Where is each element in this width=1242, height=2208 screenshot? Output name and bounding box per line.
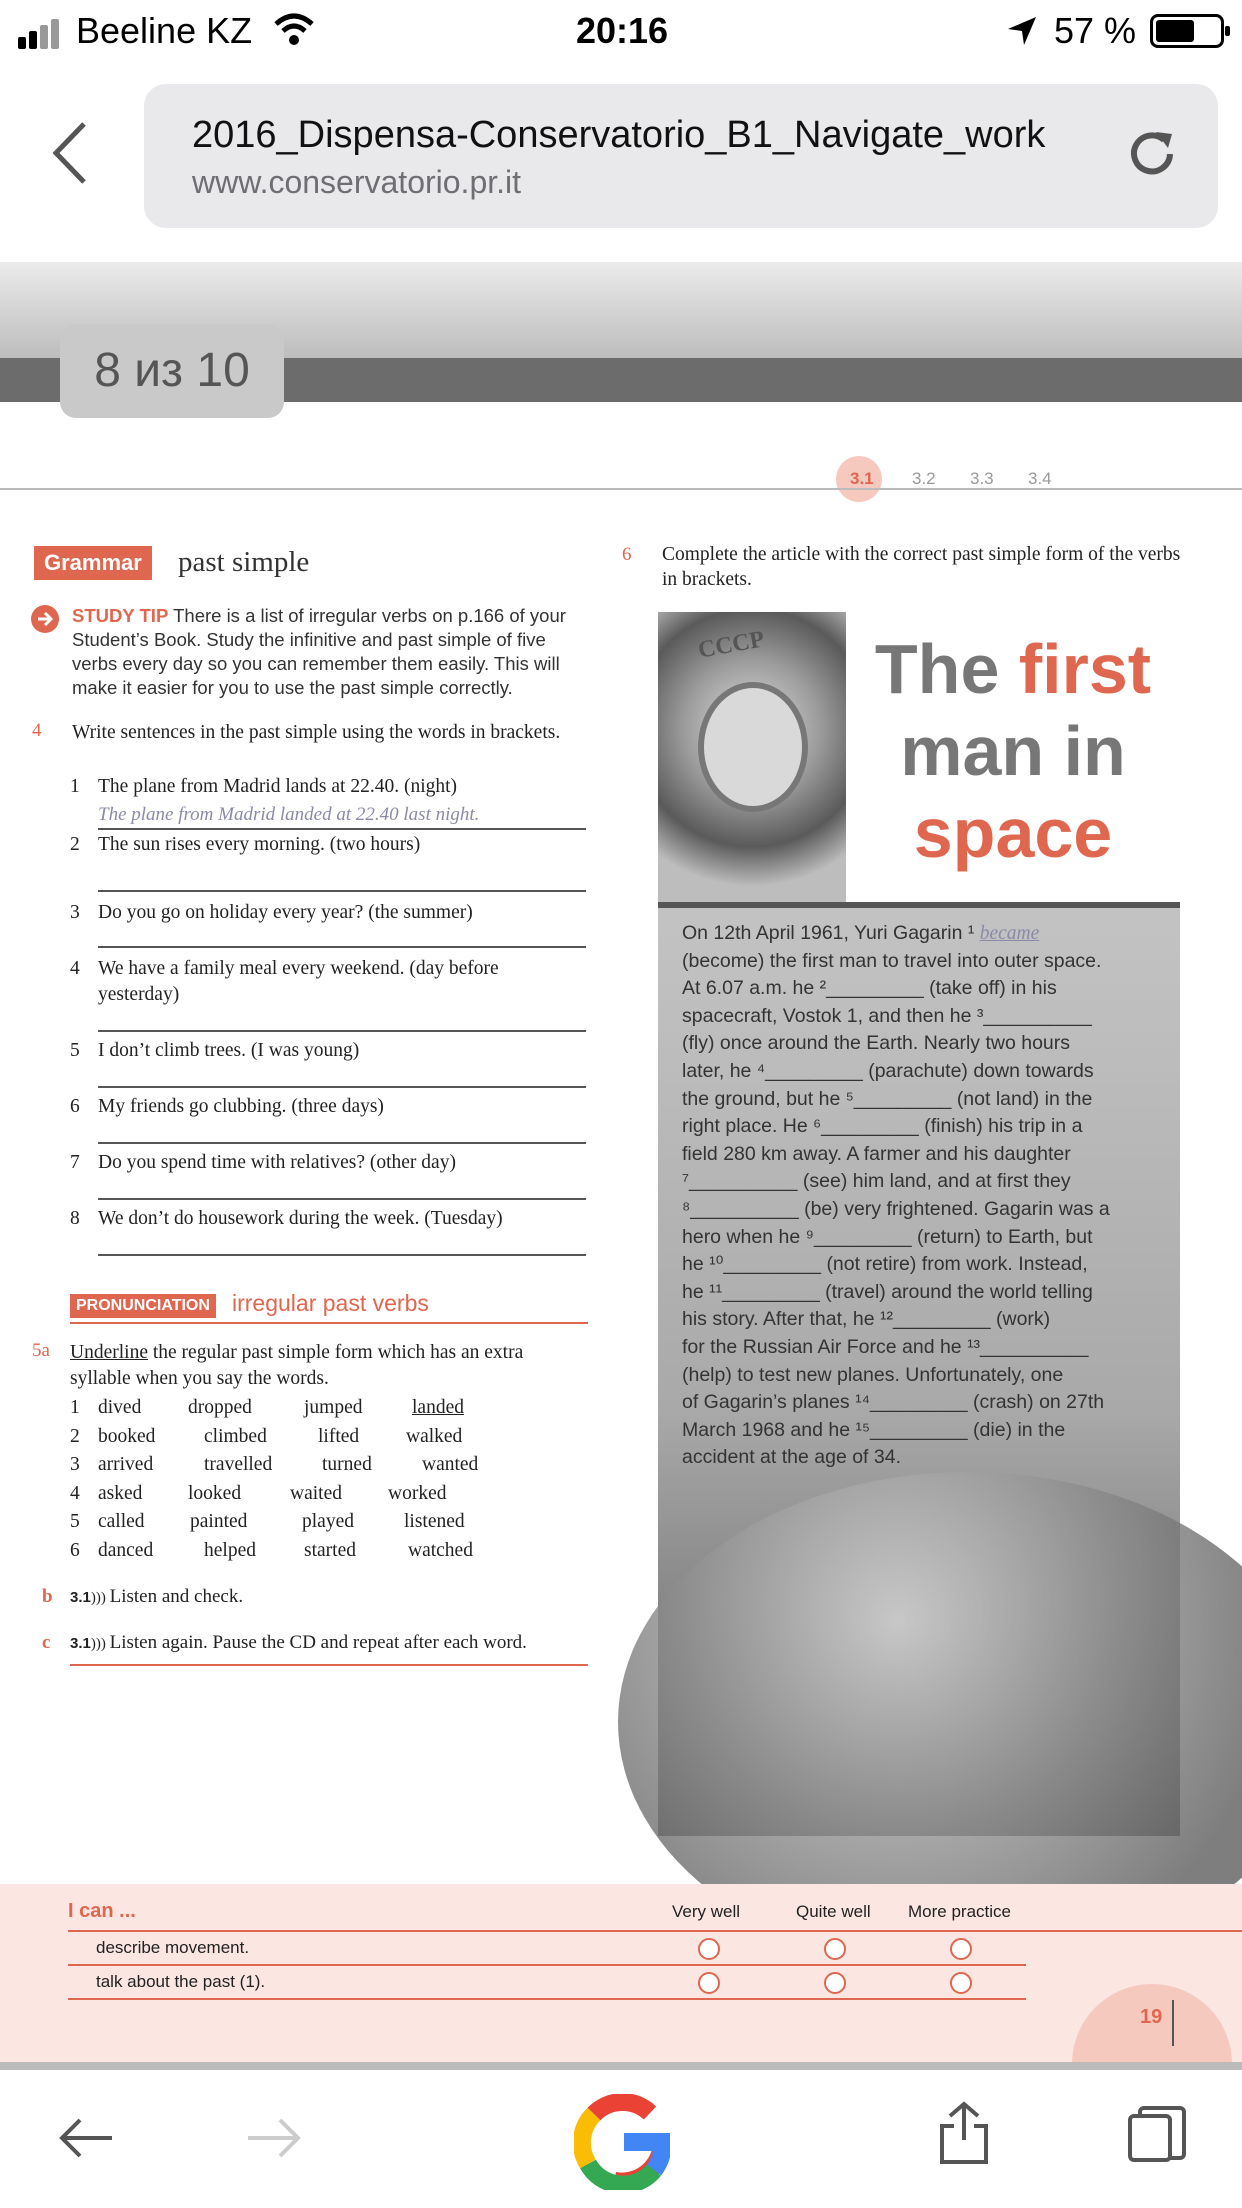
helmet-lettering: CCCP [696,626,767,664]
article-line: later, he ⁴_________ (parachute) down towards [682,1059,1094,1082]
title-rule [658,902,1180,908]
article-line: March 1968 and he ¹⁵_________ (die) in the [682,1418,1066,1441]
lesson-tabs [836,456,1086,496]
answer-line[interactable] [98,1086,586,1088]
ex5b-number: b [42,1586,53,1607]
article-line: (fly) once around the Earth. Nearly two hours [682,1032,1071,1055]
article-line: hero when he ⁹_________ (return) to Earth, but [682,1225,1093,1248]
status-bar [0,0,1242,62]
ex4-number: 4 [32,720,42,741]
bottom-toolbar [0,2070,1242,2208]
ex4-instructions: Write sentences in the past simple using the words in brackets. [72,722,561,743]
grammar-title: past simple [178,546,310,578]
answer-line[interactable] [98,1198,586,1200]
article-line: ⁷__________ (see) him land, and at first they [682,1170,1071,1193]
audio-track: 3.1 [70,1589,91,1606]
section-rule [70,1664,588,1666]
list-item: 4 We have a family meal every weekend. (day before yesterday) [70,958,499,1005]
tab-3-4: 3.4 [1028,469,1052,488]
article-line: (help) to test new planes. Unfortunately, one [682,1363,1064,1386]
table-row: 6 danced helped started watched [70,1539,473,1561]
article-line: right place. He ⁶_________ (finish) his trip in a [682,1115,1083,1138]
reload-icon[interactable] [1124,126,1180,187]
answer-line[interactable] [98,1142,586,1144]
tab-3-3: 3.3 [970,469,994,488]
address-field[interactable] [144,84,1218,228]
ex6-instructions: Complete the article with the correct past simple form of the verbs in brackets. [662,544,1181,590]
article-line: ⁸__________ (be) very frightened. Gagarin was a [682,1197,1110,1220]
tab-3-1: 3.1 [850,469,874,488]
table-row: 4 asked looked waited worked [70,1482,447,1504]
radio-more-practice-2[interactable] [950,1972,972,1994]
tab-3-2: 3.2 [912,469,936,488]
grammar-badge: Grammar [34,546,152,580]
i-can-rule [68,1964,1026,1966]
article-panel [658,612,1180,1836]
list-item: 3 Do you go on holiday every year? (the summer) [70,902,473,923]
i-can-rule [68,1998,1026,2000]
location-arrow-icon [1006,14,1038,56]
ex5c-number: c [42,1632,51,1653]
radio-quite-well-2[interactable] [824,1972,846,1994]
table-row: 1 dived dropped jumped landed [70,1397,464,1418]
article-line: he ¹⁰_________ (not retire) from work. Instead, [682,1253,1088,1276]
clock: 20:16 [576,10,669,51]
document-title: 2016_Dispensa-Conservatorio_B1_Navigate_work [192,114,1046,156]
audio-track: 3.1 [70,1635,91,1652]
i-can-row-1: describe movement. [96,1938,250,1957]
back-arrow-icon[interactable] [56,2116,116,2165]
pronunciation-title: irregular past verbs [232,1290,429,1316]
list-item: 7 Do you spend time with relatives? (other day) [70,1152,456,1173]
article-line: accident at the age of 34. [682,1446,901,1469]
article-line: At 6.07 a.m. he ²_________ (take off) in his [682,977,1057,1000]
page-number-rule [1172,2000,1174,2046]
article-line: the ground, but he ⁵_________ (not land) in the [682,1087,1093,1110]
pronunciation-badge: PRONUNCIATION [70,1294,216,1318]
study-tip-label: STUDY TIP [72,605,169,626]
article-body [682,920,1172,1472]
answer-line[interactable] [98,946,586,948]
article-title: The first man in space [874,630,1152,872]
radio-very-well-1[interactable] [698,1938,720,1960]
answer-line: The plane from Madrid landed at 22.40 last night. [98,802,586,830]
list-item: 8 We don’t do housework during the week. (Tuesday) [70,1208,503,1229]
ex6-number: 6 [622,544,632,565]
article-line: (become) the first man to travel into outer space. [682,949,1102,972]
radio-quite-well-1[interactable] [824,1938,846,1960]
page-bottom-shadow [0,2062,1242,2070]
carrier-name: Beeline KZ [76,10,253,51]
battery-icon [1150,14,1224,48]
article-line: his story. After that, he ¹²_________ (work) [682,1308,1051,1331]
list-item: 2 The sun rises every morning. (two hours) [70,834,421,855]
i-can-rule [68,1930,1242,1932]
google-logo-icon[interactable] [574,2094,670,2195]
ex5a-instructions: Underline the regular past simple form which has an extra syllable when you say the words. [70,1342,524,1389]
tabs-icon[interactable] [1126,2106,1188,2167]
header-rule [0,488,1242,490]
pdf-viewer[interactable] [0,262,1242,2070]
list-item: 6 My friends go clubbing. (three days) [70,1096,384,1117]
col-quite-well: Quite well [796,1902,871,1921]
wifi-icon [272,12,316,55]
battery-percent: 57 % [1054,10,1137,51]
signal-icon [18,16,62,46]
pronunciation-rule [70,1322,588,1324]
ex5a-number: 5a [32,1340,50,1361]
audio-icon: ))) [90,1636,110,1652]
list-item: 1 The plane from Madrid lands at 22.40. (night) [70,776,458,797]
study-tip-text: There is a list of irregular verbs on p.166 of your Student’s Book. Study the infinitive and past simple of five verbs every day so you can remember them easily. This will make it easier for you to use the past simple correctly. [72,605,566,698]
i-can-row-2: talk about the past (1). [96,1972,266,1991]
study-tip-arrow-icon [30,604,60,639]
article-line: for the Russian Air Force and he ¹³__________ [682,1335,1089,1358]
page-indicator: 8 из 10 [60,324,284,418]
forward-arrow-icon[interactable] [244,2116,304,2165]
study-tip [72,604,582,700]
page-number: 19 [1140,2006,1163,2028]
radio-more-practice-1[interactable] [950,1938,972,1960]
list-item: 5 I don’t climb trees. (I was young) [70,1040,360,1061]
table-row: 2 booked climbed lifted walked [70,1425,463,1447]
article-line: On 12th April 1961, Yuri Gagarin ¹ became [682,922,1040,944]
back-chevron-icon[interactable] [50,120,90,191]
ex5a-table [70,1394,590,1565]
radio-very-well-2[interactable] [698,1972,720,1994]
astronaut-photo [658,612,846,902]
col-more-practice: More practice [908,1902,1011,1921]
table-row: 5 called painted played listened [70,1511,465,1532]
answer-line[interactable] [98,1254,586,1256]
url-text: www.conservatorio.pr.it [192,164,522,200]
article-line: of Gagarin’s planes ¹⁴_________ (crash) on 27th [682,1391,1105,1414]
article-answer-1: became [979,923,1040,944]
answer-line[interactable] [98,1030,586,1032]
article-line: field 280 km away. A farmer and his daughter [682,1142,1071,1165]
answer-line[interactable] [98,890,586,892]
i-can-label: I can ... [68,1900,136,1922]
audio-icon: ))) [90,1590,110,1606]
i-can-section [0,1884,1242,2070]
ex5c-instructions: 3.1))) Listen again. Pause the CD and repeat after each word. [70,1632,527,1653]
article-line: spacecraft, Vostok 1, and then he ³__________ [682,1004,1092,1027]
article-line: he ¹¹_________ (travel) around the world telling [682,1280,1093,1303]
table-row: 3 arrived travelled turned wanted [70,1454,479,1475]
col-very-well: Very well [672,1902,741,1921]
share-icon[interactable] [938,2100,990,2171]
ex5b-instructions: 3.1))) Listen and check. [70,1586,244,1607]
